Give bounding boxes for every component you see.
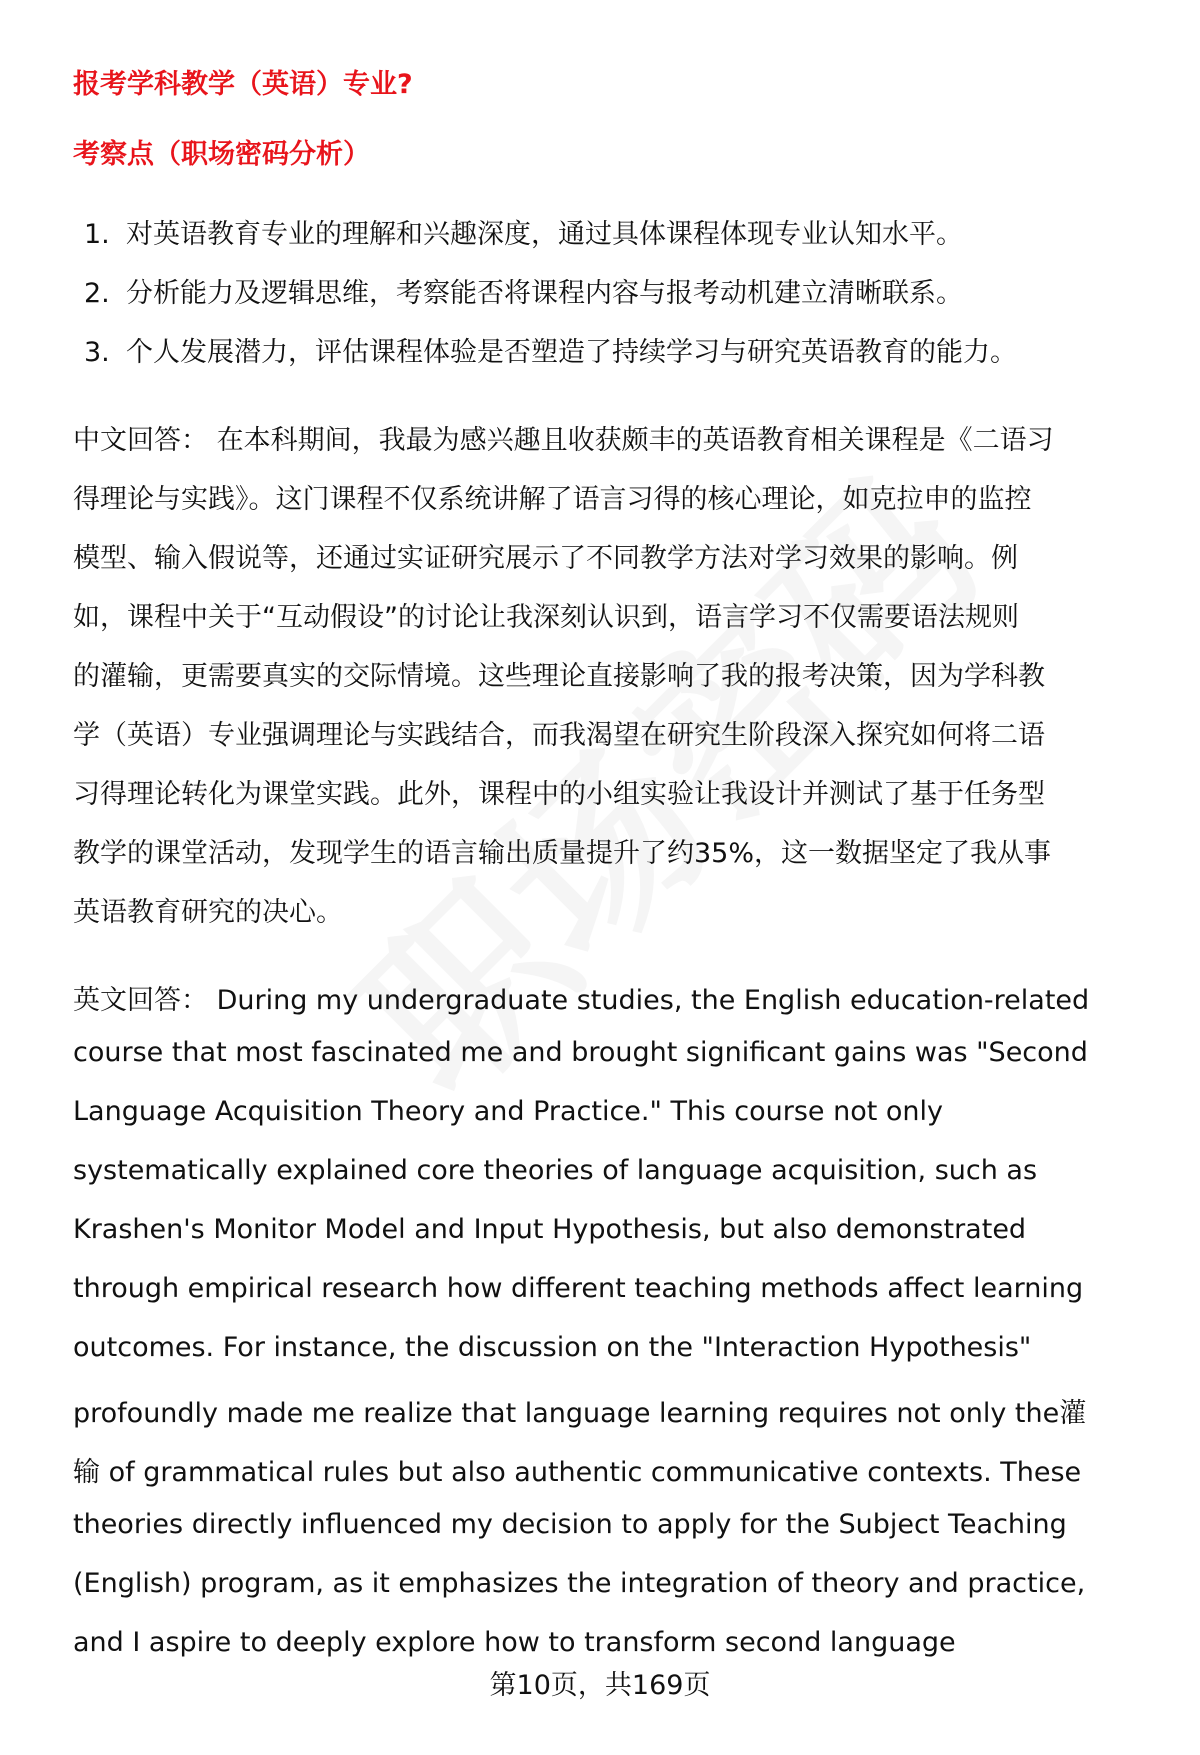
- list-number: 2.: [84, 278, 110, 309]
- paragraph-line: Language Acquisition Theory and Practice." This course not only: [73, 1096, 943, 1127]
- paragraph-line: outcomes. For instance, the discussion on the "Interaction Hypothesis": [73, 1332, 1032, 1363]
- paragraph-line: 教学的课堂活动，发现学生的语言输出质量提升了约35%，这一数据坚定了我从事: [73, 838, 1052, 869]
- list-text: 个人发展潜力，评估课程体验是否塑造了持续学习与研究英语教育的能力。: [126, 337, 1017, 368]
- paragraph-line: theories directly influenced my decision to apply for the Subject Teaching: [73, 1509, 1067, 1540]
- paragraph-line: 习得理论转化为课堂实践。此外，课程中的小组实验让我设计并测试了基于任务型: [73, 779, 1045, 810]
- paragraph-line: systematically explained core theories of language acquisition, such as: [73, 1155, 1038, 1186]
- paragraph-line: 如，课程中关于“互动假设”的讨论让我深刻认识到，语言学习不仅需要语法规则: [73, 602, 1019, 633]
- paragraph-line: course that most fascinated me and brought significant gains was "Second: [73, 1037, 1088, 1068]
- paragraph-line: 模型、输入假说等，还通过实证研究展示了不同教学方法对学习效果的影响。例: [73, 543, 1018, 574]
- paragraph-line: 输 of grammatical rules but also authentic communicative contexts. These: [73, 1457, 1082, 1488]
- paragraph-line: 得理论与实践》。这门课程不仅系统讲解了语言习得的核心理论，如克拉申的监控: [73, 484, 1032, 515]
- list-item: [84, 330, 1017, 369]
- paragraph-line: profoundly made me realize that language learning requires not only the灌: [73, 1398, 1087, 1429]
- paragraph-line: Krashen's Monitor Model and Input Hypothesis, but also demonstrated: [73, 1214, 1027, 1245]
- list-text: 对英语教育专业的理解和兴趣深度，通过具体课程体现专业认知水平。: [126, 219, 963, 250]
- list-item: [84, 212, 963, 251]
- paragraph-line: 中文回答： 在本科期间，我最为感兴趣且收获颇丰的英语教育相关课程是《二语习: [73, 425, 1054, 456]
- paragraph-line: (English) program, as it emphasizes the integration of theory and practice,: [73, 1568, 1086, 1599]
- paragraph-line: 学（英语）专业强调理论与实践结合，而我渴望在研究生阶段深入探究如何将二语: [73, 720, 1045, 751]
- section-heading: 考察点（职场密码分析）: [73, 139, 370, 170]
- paragraph-line: 英语教育研究的决心。: [73, 897, 343, 928]
- list-item: [84, 271, 963, 310]
- list-number: 1.: [84, 219, 110, 250]
- page-title: 报考学科教学（英语）专业?: [73, 69, 413, 100]
- paragraph-line: 的灌输，更需要真实的交际情境。这些理论直接影响了我的报考决策，因为学科教: [73, 661, 1045, 692]
- paragraph-line: and I aspire to deeply explore how to transform second language: [73, 1627, 956, 1658]
- list-text: 分析能力及逻辑思维，考察能否将课程内容与报考动机建立清晰联系。: [126, 278, 963, 309]
- paragraph-line: through empirical research how different teaching methods affect learning: [73, 1273, 1084, 1304]
- list-number: 3.: [84, 337, 110, 368]
- page-number: 第10页，共169页: [489, 1670, 711, 1701]
- paragraph-line: 英文回答： During my undergraduate studies, the English education-related: [73, 985, 1090, 1016]
